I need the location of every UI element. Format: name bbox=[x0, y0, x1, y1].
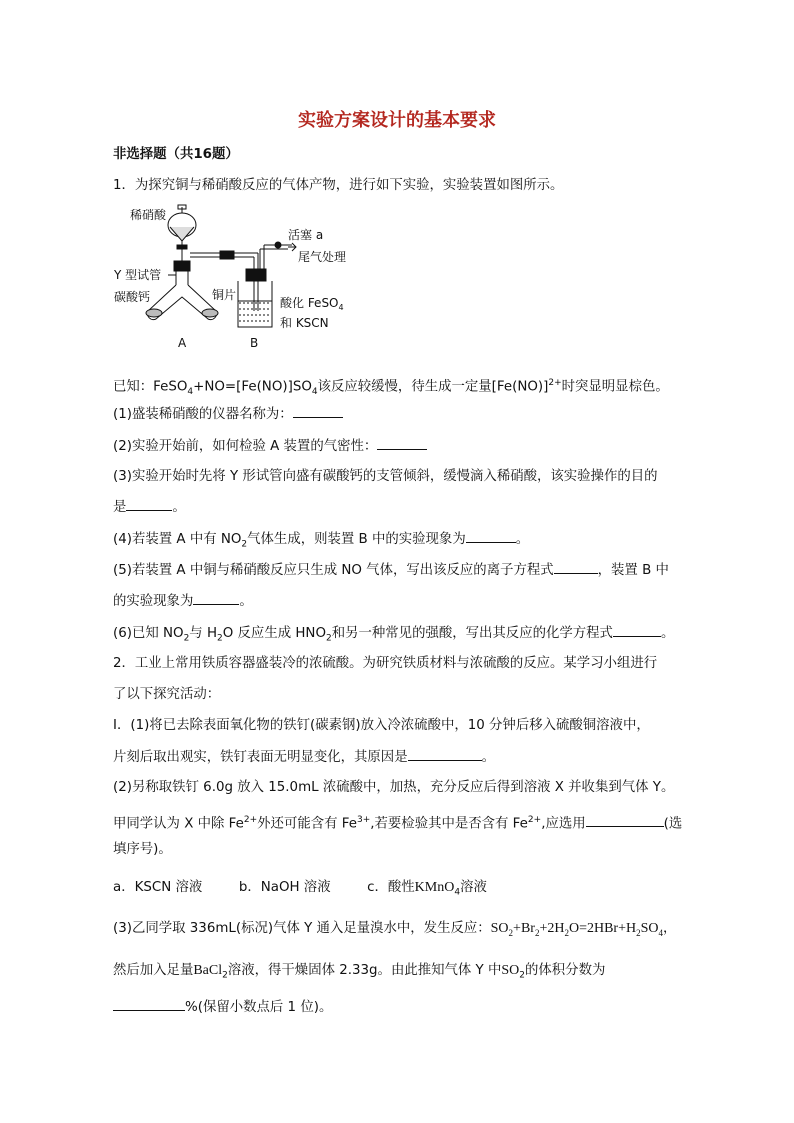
q2-part2: (2)另称取铁钉 6.0g 放入 15.0mL 浓硫酸中，加热，充分反应后得到溶液 X 并收集到气体 Y。 bbox=[113, 780, 675, 795]
answer-blank[interactable] bbox=[377, 437, 427, 450]
option-a: a．KSCN 溶液 bbox=[113, 880, 203, 895]
label-y-tube: Y 型试管 bbox=[114, 268, 162, 282]
option-c: c．酸性KMnO$_4$溶液 bbox=[367, 880, 487, 898]
label-a: A bbox=[178, 336, 187, 350]
label-calcium-carbonate: 碳酸钙 bbox=[114, 290, 151, 304]
option-b: b．NaOH 溶液 bbox=[238, 880, 331, 895]
label-feso4: 酸化 FeSO$_4$ bbox=[280, 296, 344, 312]
section-heading: 非选择题（共16题） bbox=[113, 147, 239, 162]
q1-part5: (5)若装置 A 中铜与稀硝酸反应只生成 NO 气体，写出该反应的离子方程式 ，装置 B 中 bbox=[113, 563, 669, 578]
q2-intro-cont: 了以下探究活动： bbox=[113, 687, 221, 702]
reaction-equation: $SO_2+Br_2+2H_2O=2HBr+H_2SO_4$ bbox=[490, 921, 663, 938]
answer-blank[interactable] bbox=[613, 624, 661, 637]
answer-blank[interactable] bbox=[293, 405, 343, 418]
q2-part1-cont: 片刻后取出观实，铁钉表面无明显变化，其原因是 。 bbox=[113, 750, 495, 765]
page-title: 实验方案设计的基本要求 bbox=[298, 110, 496, 131]
q2-part3: (3)乙同学取 336mL(标况)气体 Y 通入足量溴水中，发生反应：$SO_2+Br_2+2H_2O=2HBr+H_2SO_4$， bbox=[113, 921, 677, 938]
answer-blank[interactable] bbox=[193, 592, 239, 605]
q2-part3-cont: 然后加入足量BaCl$_2$溶液，得干燥固体 2.33g。由此推知气体 Y 中$SO_2$的体积分数为 bbox=[113, 963, 606, 981]
label-copper: 铜片 bbox=[212, 288, 237, 302]
label-b: B bbox=[250, 336, 259, 350]
q1-part3: (3)实验开始时先将 Y 形试管向盛有碳酸钙的支管倾斜，缓慢滴入稀硝酸，该实验操作的目的 bbox=[113, 469, 658, 484]
answer-blank[interactable] bbox=[466, 530, 516, 543]
answer-blank[interactable] bbox=[586, 814, 664, 827]
q1-part5-cont: 的实验现象为 。 bbox=[113, 594, 253, 609]
bottle-b bbox=[238, 242, 296, 327]
separatory-funnel bbox=[168, 205, 196, 263]
answer-blank[interactable] bbox=[554, 561, 598, 574]
q2-part2-end: 填序号)。 bbox=[113, 842, 172, 857]
label-tail-gas: 尾气处理 bbox=[298, 250, 347, 264]
q2-part2-cont: 甲同学认为 X 中除 $Fe^{2+}$外还可能含有 $Fe^{3+}$,若要检验其中是否含有 $Fe^{2+}$,应选用 (选 bbox=[113, 815, 683, 832]
label-dilute-nitric-acid: 稀硝酸 bbox=[130, 208, 167, 222]
copper-piece bbox=[202, 309, 218, 317]
q2-part1: Ⅰ．(1)将已去除表面氧化物的铁钉(碳素钢)放入冷浓硫酸中，10 分钟后移入硫酸铜溶液中， bbox=[113, 718, 650, 733]
q1-part1: (1)盛装稀硝酸的仪器名称为： bbox=[113, 405, 343, 424]
answer-blank[interactable] bbox=[113, 998, 185, 1011]
q1-intro: 1．为探究铜与稀硝酸反应的气体产物，进行如下实验，实验装置如图所示。 bbox=[113, 178, 564, 193]
apparatus-figure bbox=[108, 203, 408, 351]
q2-options bbox=[113, 879, 487, 902]
answer-blank[interactable] bbox=[126, 498, 172, 511]
q2-part3-end: %(保留小数点后 1 位)。 bbox=[113, 998, 332, 1017]
known-info: 已知：$FeSO_4+NO=[Fe(NO)]SO_4$该反应较缓慢，待生成一定量$[Fe(NO)]^{2+}$时突显明显棕色。 bbox=[113, 378, 669, 398]
q2-intro: 2．工业上常用铁质容器盛装冷的浓硫酸。为研究铁质材料与浓硫酸的反应。某学习小组进行 bbox=[113, 656, 658, 671]
label-stopcock: 活塞 a bbox=[288, 228, 324, 242]
q1-part3-cont: 是 。 bbox=[113, 500, 186, 515]
caco3-solid bbox=[146, 309, 162, 317]
label-kscn: 和 KSCN bbox=[280, 316, 329, 330]
q1-part2: (2)实验开始前，如何检验 A 装置的气密性： bbox=[113, 437, 427, 456]
q1-part4: (4)若装置 A 中有 $NO_2$气体生成，则装置 B 中的实验现象为 。 bbox=[113, 532, 530, 550]
answer-blank[interactable] bbox=[408, 748, 482, 761]
stopcock-a bbox=[275, 242, 281, 248]
q1-part6: (6)已知 $NO_2$与 $H_2O$ 反应生成 $HNO_2$和另一种常见的强酸，写出其反应的化学方程式 。 bbox=[113, 626, 675, 644]
